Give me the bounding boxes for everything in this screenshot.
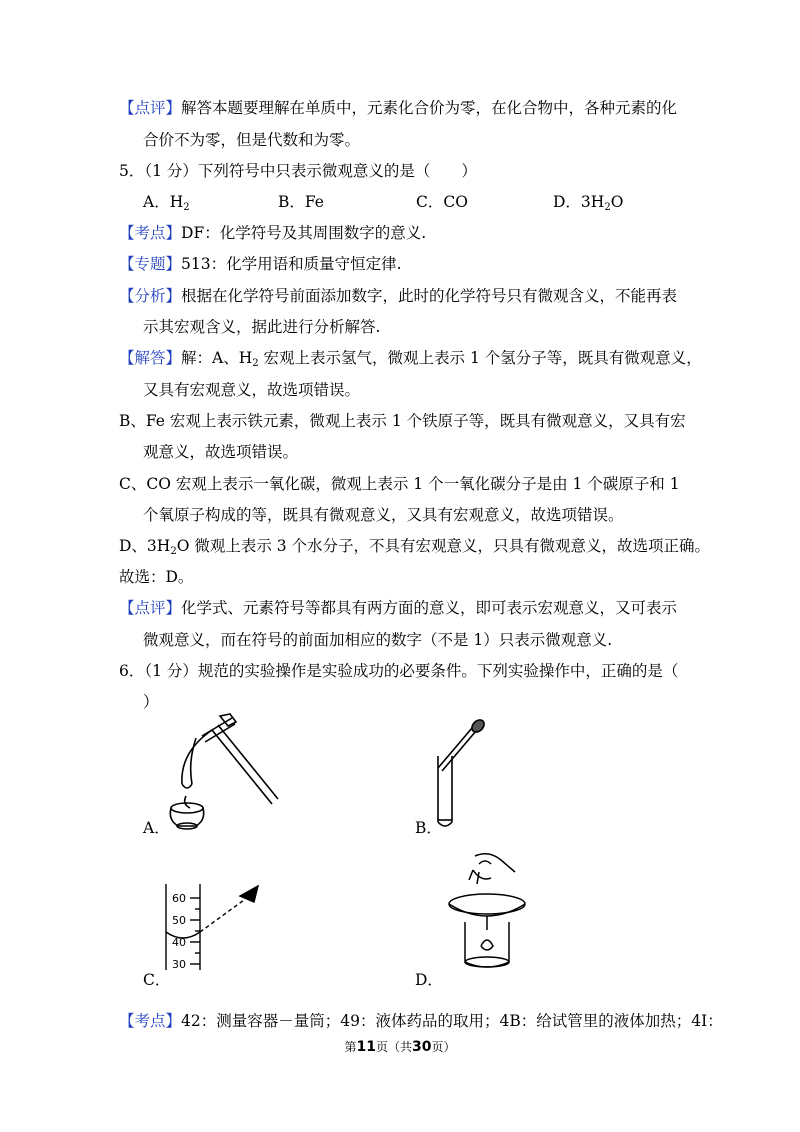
scale-label-60: 60 [172, 892, 186, 905]
page-number: 11 [356, 1039, 376, 1055]
comment-line-2: 合价不为零，但是代数和为零。 [143, 131, 361, 149]
question-5-stem: 5．（1 分）下列符号中只表示微观意义的是（ ） [119, 162, 477, 180]
jieda-5-b-line-1: B、Fe 宏观上表示铁元素，微观上表示 1 个铁原子等，既具有微观意义，又具有宏 [119, 412, 686, 430]
scale-label-50: 50 [172, 914, 186, 927]
fenxi-5-line-2: 示其宏观含义，据此进行分析解答. [143, 318, 381, 336]
figure-d-alcohol-lamp [445, 850, 535, 975]
jieda-5-b-line-2: 观意义，故选项错误。 [143, 443, 299, 461]
figure-b-label: B． [415, 819, 442, 837]
jieda-5-c-line-1: C、CO 宏观上表示一氧化碳，微观上表示 1 个一氧化碳分子是由 1 个碳原子和 1 [119, 475, 680, 493]
figure-d-label: D． [415, 971, 443, 989]
jieda-5-d-line: D、$3H_2O$ 微观上表示 3 个水分子，不具有宏观意义，只具有微观意义，故选项正确。 [119, 537, 711, 557]
figure-c-measuring-cylinder [160, 880, 270, 972]
question-6-stem-line-1: 6．（1 分）规范的实验操作是实验成功的必要条件。下列实验操作中，正确的是（ [119, 662, 679, 680]
zhuanti-5: 【专题】513：化学用语和质量守恒定律. [119, 255, 402, 273]
dianping-5-line-1: 【点评】化学式、元素符号等都具有两方面的意义，即可表示宏观意义，又可表示 [119, 599, 678, 617]
question-6-stem-line-2: ） [143, 693, 159, 711]
figure-a-heating-test-tube [160, 712, 285, 832]
answer-5: 故选：D。 [119, 568, 194, 586]
q5-option-b: B．Fe [278, 193, 324, 211]
fenxi-5-line-1: 【分析】根据在化学符号前面添加数字，此时的化学符号只有微观含义，不能再表 [119, 287, 678, 305]
page-total: 30 [412, 1039, 432, 1055]
kaodian-6: 【考点】42：测量容器－量筒；49：液体药品的取用；4B：给试管里的液体加热；4I： [119, 1012, 723, 1030]
jieda-5-line-2: 又具有宏观意义，故选项错误。 [143, 381, 361, 399]
jieda-5-line-1: 【解答】解：A、$H_2$ 宏观上表示氢气，微观上表示 1 个氢分子等，既具有微观意义， [119, 349, 702, 369]
q5-option-d: D．$3H_2O$ [553, 193, 624, 213]
scale-label-40: 40 [172, 936, 186, 949]
figure-a-label: A． [143, 819, 170, 837]
comment-tag: 【点评】 [119, 99, 182, 117]
q5-option-c: C．CO [416, 193, 468, 211]
jieda-5-c-line-2: 个氧原子构成的等，既具有微观意义，又具有宏观意义，故选项错误。 [143, 506, 624, 524]
comment-text: 解答本题要理解在单质中，元素化合价为零，在化合物中，各种元素的化 [181, 99, 678, 117]
scale-label-30: 30 [172, 958, 186, 971]
comment-line-1 [119, 97, 677, 119]
kaodian-5: 【考点】DF：化学符号及其周围数字的意义. [119, 224, 427, 242]
page-footer: 第11页（共30页） [344, 1039, 456, 1055]
q5-option-a: A．$H_2$ [143, 193, 190, 213]
figure-c-label: C． [143, 971, 171, 989]
dianping-5-line-2: 微观意义，而在符号的前面加相应的数字（不是 1）只表示微观意义. [143, 631, 613, 649]
